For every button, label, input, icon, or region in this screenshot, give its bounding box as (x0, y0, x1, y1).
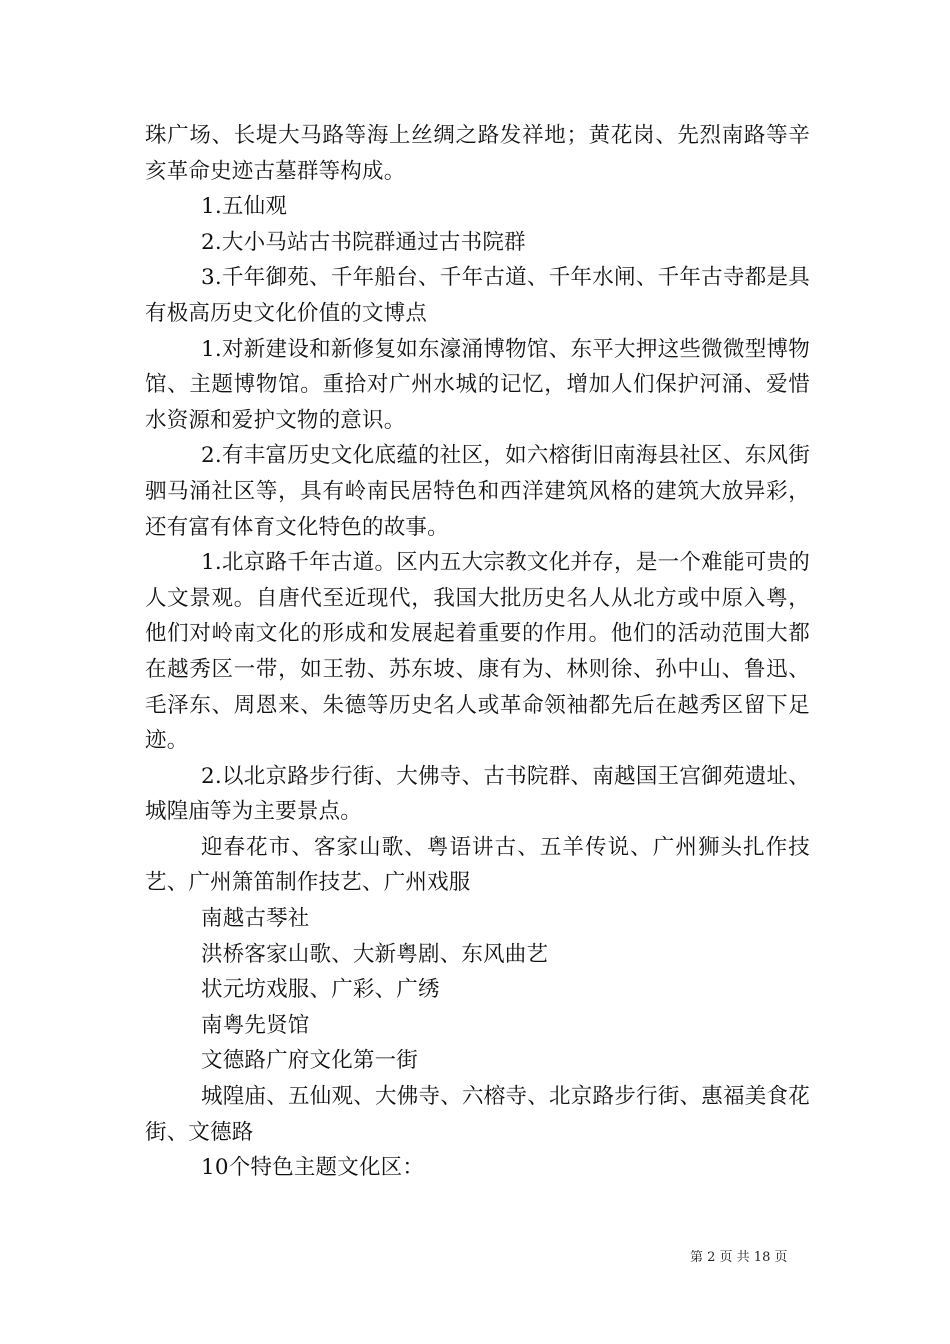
paragraph-1: 珠广场、长堤大马路等海上丝绸之路发祥地；黄花岗、先烈南路等辛亥革命史迹古墓群等构成。 (145, 123, 810, 184)
paragraph-6: 2.有丰富历史文化底蕴的社区，如六榕街旧南海县社区、东风街驷马涌社区等，具有岭南民居特色和西洋建筑风格的建筑大放异彩，还有富有体育文化特色的故事。 (145, 443, 810, 540)
paragraph-13: 南粤先贤馆 (201, 1012, 310, 1038)
paragraph-14: 文德路广府文化第一街 (201, 1048, 419, 1074)
paragraph-10: 南越古琴社 (201, 906, 310, 932)
paragraph-8: 2.以北京路步行街、大佛寺、古书院群、南越国王宫御苑遗址、城隍庙等为主要景点。 (145, 763, 810, 825)
paragraph-15: 城隍庙、五仙观、大佛寺、六榕寺、北京路步行街、惠福美食花街、文德路 (145, 1084, 810, 1145)
paragraph-2: 1.五仙观 (201, 194, 288, 220)
paragraph-11: 洪桥客家山歌、大新粤剧、东风曲艺 (201, 941, 549, 967)
document-body (145, 118, 810, 1186)
paragraph-3: 2.大小马站古书院群通过古书院群 (201, 229, 526, 255)
paragraph-4: 3.千年御苑、千年船台、千年古道、千年水闸、千年古寺都是具有极高历史文化价值的文博点 (145, 265, 810, 326)
paragraph-5: 1.对新建设和新修复如东濠涌博物馆、东平大押这些微微型博物馆、主题博物馆。重拾对广州水城的记忆，增加人们保护河涌、爱惜水资源和爱护文物的意识。 (145, 336, 810, 433)
paragraph-16: 10个特色主题文化区： (201, 1155, 425, 1181)
page-number-footer: 第 2 页 共 18 页 (690, 1250, 788, 1265)
paragraph-9: 迎春花市、客家山歌、粤语讲古、五羊传说、广州狮头扎作技艺、广州箫笛制作技艺、广州戏服 (145, 834, 810, 896)
paragraph-12: 状元坊戏服、广彩、广绣 (201, 977, 440, 1003)
paragraph-7: 1.北京路千年古道。区内五大宗教文化并存，是一个难能可贵的人文景观。自唐代至近现代，我国大批历史名人从北方或中原入粤，他们对岭南文化的形成和发展起着重要的作用。他们的活动范围大都在越秀区一带，如王勃、苏东坡、康有为、林则徐、孙中山、鲁迅、毛泽东、周恩来、朱德等历史名人或革命领袖都先后在越秀区留下足迹。 (145, 550, 810, 754)
